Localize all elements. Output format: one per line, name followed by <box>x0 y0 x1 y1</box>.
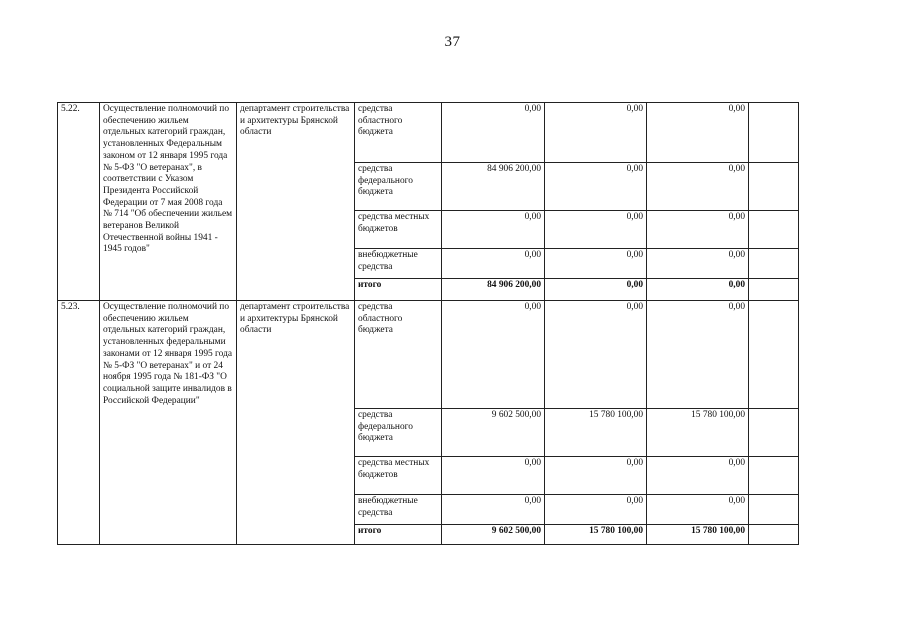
amount-cell: 84 906 200,00 <box>442 163 545 211</box>
amount-cell: 0,00 <box>647 301 749 409</box>
amount-cell: 0,00 <box>647 103 749 163</box>
empty-cell <box>749 163 799 211</box>
source-label: средства областного бюджета <box>355 301 442 409</box>
total-label: итого <box>355 525 442 545</box>
empty-cell <box>749 301 799 409</box>
empty-cell <box>749 525 799 545</box>
source-label: средства федерального бюджета <box>355 163 442 211</box>
amount-cell: 0,00 <box>647 457 749 495</box>
amount-cell: 0,00 <box>545 211 647 249</box>
total-amount: 15 780 100,00 <box>647 525 749 545</box>
table-row <box>58 301 799 409</box>
item-number: 5.23. <box>58 301 100 545</box>
amount-cell: 15 780 100,00 <box>647 409 749 457</box>
amount-cell: 0,00 <box>545 495 647 525</box>
item-number: 5.22. <box>58 103 100 301</box>
amount-cell: 0,00 <box>442 301 545 409</box>
amount-cell: 15 780 100,00 <box>545 409 647 457</box>
amount-cell: 0,00 <box>647 249 749 279</box>
total-amount: 0,00 <box>647 279 749 301</box>
amount-cell: 0,00 <box>647 495 749 525</box>
item-description: Осуществление полномочий по обеспечению жильем отдельных категорий граждан, установленных Федеральным законом от 12 января 1995 года № 5-ФЗ "О ветеранах", в соответствии с Указом Президента Российской Федерации от 7 мая 2008 года № 714 "Об обеспечении жильем ветеранов Великой Отечественной войны 1941 - 1945 годов" <box>100 103 237 301</box>
amount-cell: 0,00 <box>442 249 545 279</box>
source-label: средства федерального бюджета <box>355 409 442 457</box>
item-executor: департамент строительства и архитектуры Брянской области <box>237 103 355 301</box>
empty-cell <box>749 409 799 457</box>
funding-table <box>57 102 799 545</box>
empty-cell <box>749 249 799 279</box>
amount-cell: 9 602 500,00 <box>442 409 545 457</box>
total-amount: 0,00 <box>545 279 647 301</box>
source-label: внебюджетные средства <box>355 249 442 279</box>
empty-cell <box>749 103 799 163</box>
total-amount: 15 780 100,00 <box>545 525 647 545</box>
empty-cell <box>749 457 799 495</box>
source-label: средства местных бюджетов <box>355 211 442 249</box>
total-amount: 84 906 200,00 <box>442 279 545 301</box>
amount-cell: 0,00 <box>647 211 749 249</box>
amount-cell: 0,00 <box>545 163 647 211</box>
amount-cell: 0,00 <box>442 495 545 525</box>
amount-cell: 0,00 <box>545 103 647 163</box>
amount-cell: 0,00 <box>647 163 749 211</box>
amount-cell: 0,00 <box>442 211 545 249</box>
empty-cell <box>749 495 799 525</box>
amount-cell: 0,00 <box>545 249 647 279</box>
source-label: средства местных бюджетов <box>355 457 442 495</box>
amount-cell: 0,00 <box>442 457 545 495</box>
empty-cell <box>749 279 799 301</box>
page-number: 37 <box>444 34 461 50</box>
amount-cell: 0,00 <box>442 103 545 163</box>
item-description: Осуществление полномочий по обеспечению жильем отдельных категорий граждан, установленных федеральными законами от 12 января 1995 года № 5-ФЗ "О ветеранах" и от 24 ноября 1995 года № 181-ФЗ "О социальной защите инвалидов в Российской Федерации" <box>100 301 237 545</box>
total-label: итого <box>355 279 442 301</box>
empty-cell <box>749 211 799 249</box>
source-label: средства областного бюджета <box>355 103 442 163</box>
amount-cell: 0,00 <box>545 301 647 409</box>
total-amount: 9 602 500,00 <box>442 525 545 545</box>
table-row <box>58 103 799 163</box>
item-executor: департамент строительства и архитектуры Брянской области <box>237 301 355 545</box>
amount-cell: 0,00 <box>545 457 647 495</box>
source-label: внебюджетные средства <box>355 495 442 525</box>
